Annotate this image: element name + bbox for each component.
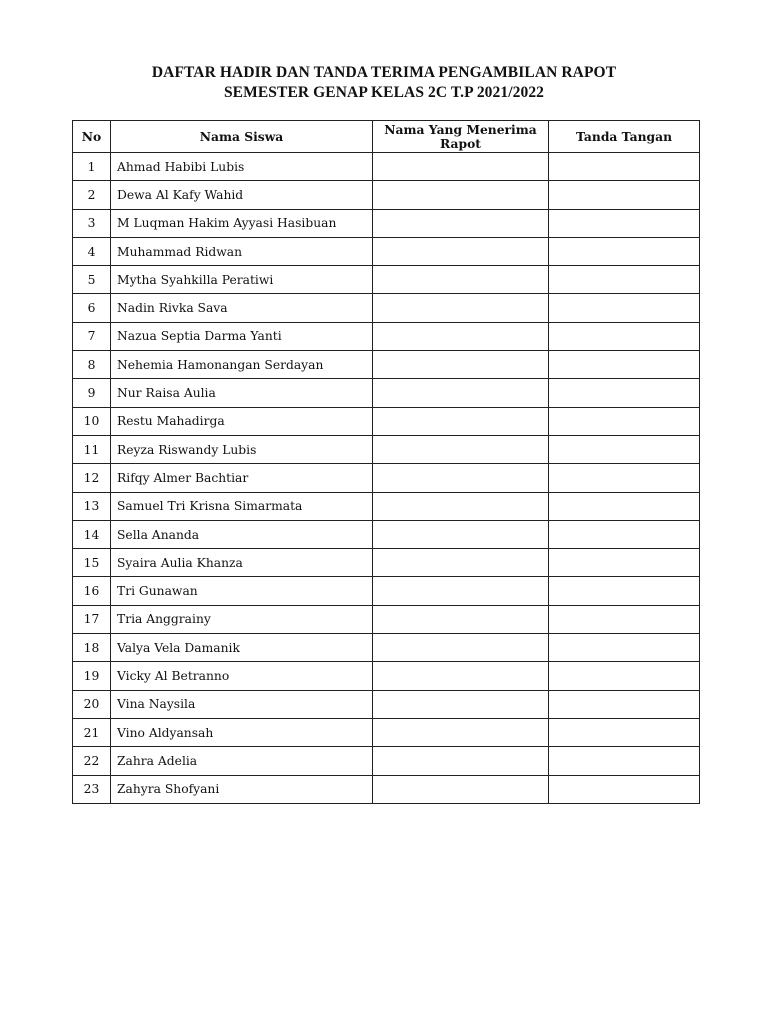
student-name: Mytha Syahkilla Peratiwi bbox=[111, 266, 373, 294]
signature-cell bbox=[549, 181, 700, 209]
table-row bbox=[73, 237, 700, 265]
signature-cell bbox=[549, 492, 700, 520]
student-name: Rifqy Almer Bachtiar bbox=[111, 464, 373, 492]
table-row bbox=[73, 464, 700, 492]
table-row bbox=[73, 435, 700, 463]
table-row bbox=[73, 520, 700, 548]
signature-cell bbox=[549, 605, 700, 633]
row-number: 10 bbox=[73, 407, 111, 435]
student-name: Syaira Aulia Khanza bbox=[111, 549, 373, 577]
signature-cell bbox=[549, 435, 700, 463]
receiver-name-cell bbox=[373, 464, 549, 492]
row-number: 17 bbox=[73, 605, 111, 633]
student-name: M Luqman Hakim Ayyasi Hasibuan bbox=[111, 209, 373, 237]
row-number: 12 bbox=[73, 464, 111, 492]
document-title-line-2: SEMESTER GENAP KELAS 2C T.P 2021/2022 bbox=[223, 84, 545, 101]
receiver-name-cell bbox=[373, 322, 549, 350]
receiver-name-cell bbox=[373, 690, 549, 718]
row-number: 18 bbox=[73, 634, 111, 662]
receiver-name-cell bbox=[373, 577, 549, 605]
signature-cell bbox=[549, 379, 700, 407]
signature-cell bbox=[549, 407, 700, 435]
row-number: 20 bbox=[73, 690, 111, 718]
row-number: 3 bbox=[73, 209, 111, 237]
table-row bbox=[73, 379, 700, 407]
row-number: 14 bbox=[73, 520, 111, 548]
table-row bbox=[73, 577, 700, 605]
student-name: Reyza Riswandy Lubis bbox=[111, 435, 373, 463]
student-name: Muhammad Ridwan bbox=[111, 237, 373, 265]
table-row bbox=[73, 322, 700, 350]
student-name: Zahyra Shofyani bbox=[111, 775, 373, 803]
student-name: Tria Anggrainy bbox=[111, 605, 373, 633]
row-number: 23 bbox=[73, 775, 111, 803]
signature-cell bbox=[549, 464, 700, 492]
student-name: Tri Gunawan bbox=[111, 577, 373, 605]
table-row bbox=[73, 492, 700, 520]
signature-cell bbox=[549, 294, 700, 322]
student-name: Valya Vela Damanik bbox=[111, 634, 373, 662]
receiver-name-cell bbox=[373, 237, 549, 265]
header-receiver-name: Nama Yang Menerima Rapot bbox=[373, 121, 549, 153]
receiver-name-cell bbox=[373, 775, 549, 803]
row-number: 21 bbox=[73, 718, 111, 746]
table-row bbox=[73, 294, 700, 322]
student-name: Nadin Rivka Sava bbox=[111, 294, 373, 322]
signature-cell bbox=[549, 209, 700, 237]
signature-cell bbox=[549, 634, 700, 662]
student-name: Ahmad Habibi Lubis bbox=[111, 153, 373, 181]
receiver-name-cell bbox=[373, 266, 549, 294]
student-name: Dewa Al Kafy Wahid bbox=[111, 181, 373, 209]
student-name: Vicky Al Betranno bbox=[111, 662, 373, 690]
student-name: Restu Mahadirga bbox=[111, 407, 373, 435]
table-row bbox=[73, 209, 700, 237]
receiver-name-cell bbox=[373, 520, 549, 548]
student-name: Nur Raisa Aulia bbox=[111, 379, 373, 407]
signature-cell bbox=[549, 266, 700, 294]
receiver-name-cell bbox=[373, 435, 549, 463]
table-row bbox=[73, 662, 700, 690]
signature-cell bbox=[549, 775, 700, 803]
receiver-name-cell bbox=[373, 294, 549, 322]
receiver-name-cell bbox=[373, 407, 549, 435]
receiver-name-cell bbox=[373, 181, 549, 209]
signature-cell bbox=[549, 351, 700, 379]
signature-cell bbox=[549, 322, 700, 350]
row-number: 7 bbox=[73, 322, 111, 350]
document-title-line-1: DAFTAR HADIR DAN TANDA TERIMA PENGAMBILAN RAPOT bbox=[151, 64, 617, 81]
signature-cell bbox=[549, 520, 700, 548]
student-name: Nehemia Hamonangan Serdayan bbox=[111, 351, 373, 379]
signature-cell bbox=[549, 747, 700, 775]
header-student-name: Nama Siswa bbox=[111, 121, 373, 153]
receiver-name-cell bbox=[373, 549, 549, 577]
student-name: Zahra Adelia bbox=[111, 747, 373, 775]
row-number: 4 bbox=[73, 237, 111, 265]
receiver-name-cell bbox=[373, 351, 549, 379]
signature-cell bbox=[549, 718, 700, 746]
header-no: No bbox=[73, 121, 111, 153]
table-row bbox=[73, 690, 700, 718]
table-row bbox=[73, 153, 700, 181]
row-number: 19 bbox=[73, 662, 111, 690]
table-header-row bbox=[73, 121, 700, 153]
row-number: 6 bbox=[73, 294, 111, 322]
row-number: 13 bbox=[73, 492, 111, 520]
receiver-name-cell bbox=[373, 492, 549, 520]
signature-cell bbox=[549, 549, 700, 577]
table-row bbox=[73, 351, 700, 379]
student-name: Samuel Tri Krisna Simarmata bbox=[111, 492, 373, 520]
header-signature: Tanda Tangan bbox=[549, 121, 700, 153]
receiver-name-cell bbox=[373, 605, 549, 633]
signature-cell bbox=[549, 690, 700, 718]
row-number: 11 bbox=[73, 435, 111, 463]
table-row bbox=[73, 747, 700, 775]
student-name: Sella Ananda bbox=[111, 520, 373, 548]
table-row bbox=[73, 549, 700, 577]
signature-cell bbox=[549, 662, 700, 690]
row-number: 15 bbox=[73, 549, 111, 577]
table-row bbox=[73, 718, 700, 746]
student-name: Nazua Septia Darma Yanti bbox=[111, 322, 373, 350]
receiver-name-cell bbox=[373, 379, 549, 407]
row-number: 5 bbox=[73, 266, 111, 294]
table-row bbox=[73, 605, 700, 633]
attendance-table bbox=[72, 120, 700, 804]
receiver-name-cell bbox=[373, 153, 549, 181]
row-number: 8 bbox=[73, 351, 111, 379]
row-number: 16 bbox=[73, 577, 111, 605]
receiver-name-cell bbox=[373, 634, 549, 662]
signature-cell bbox=[549, 237, 700, 265]
row-number: 1 bbox=[73, 153, 111, 181]
row-number: 2 bbox=[73, 181, 111, 209]
signature-cell bbox=[549, 153, 700, 181]
row-number: 9 bbox=[73, 379, 111, 407]
table-row bbox=[73, 266, 700, 294]
student-name: Vino Aldyansah bbox=[111, 718, 373, 746]
table-row bbox=[73, 181, 700, 209]
receiver-name-cell bbox=[373, 209, 549, 237]
table-row bbox=[73, 775, 700, 803]
receiver-name-cell bbox=[373, 662, 549, 690]
table-row bbox=[73, 407, 700, 435]
receiver-name-cell bbox=[373, 747, 549, 775]
receiver-name-cell bbox=[373, 718, 549, 746]
student-name: Vina Naysila bbox=[111, 690, 373, 718]
table-row bbox=[73, 634, 700, 662]
row-number: 22 bbox=[73, 747, 111, 775]
signature-cell bbox=[549, 577, 700, 605]
